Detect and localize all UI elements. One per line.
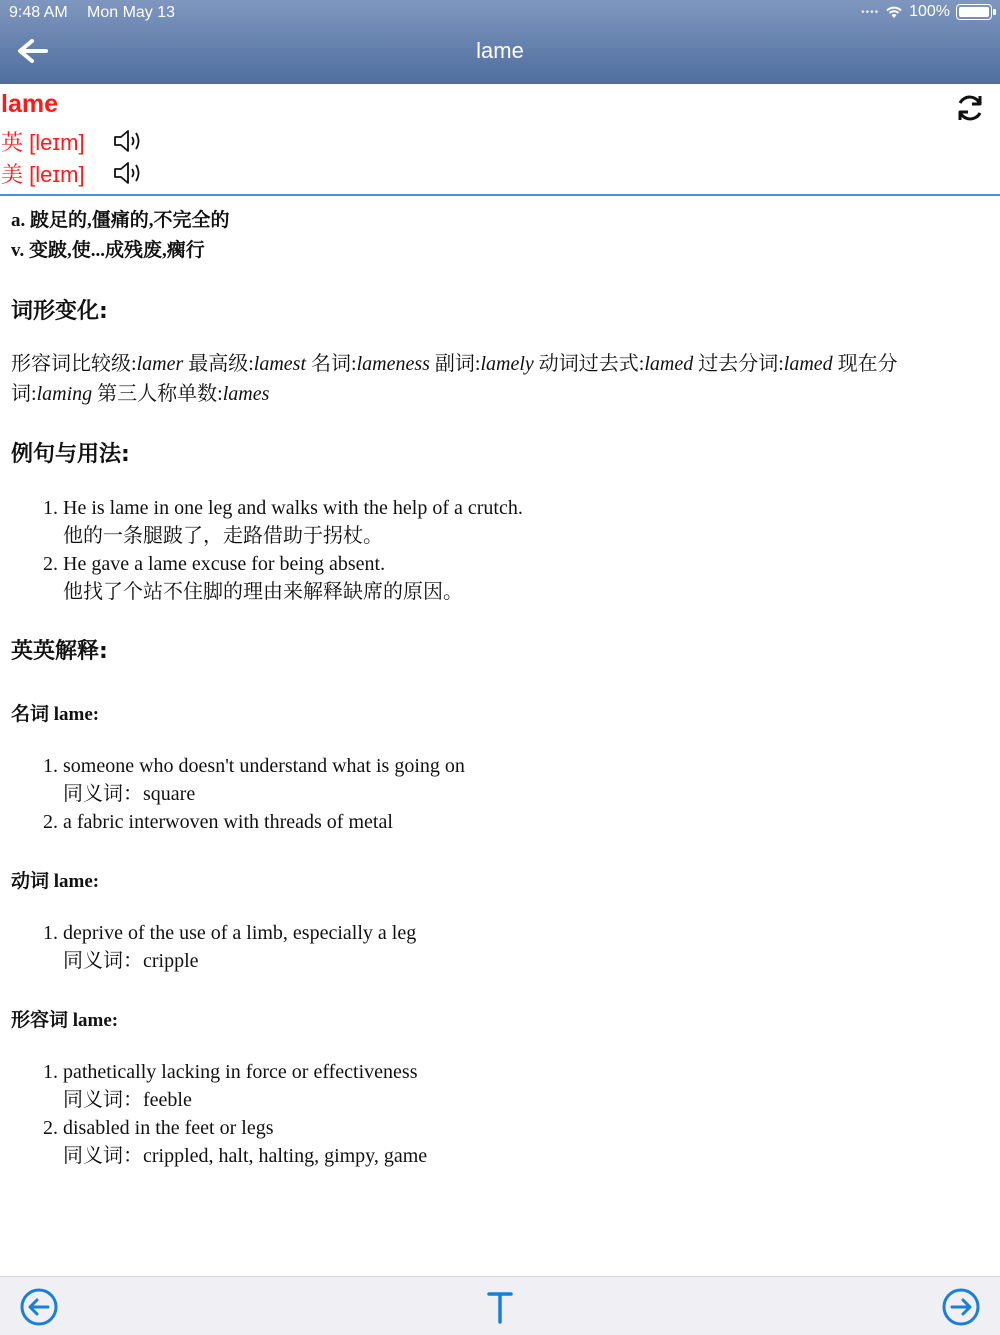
form-label: 名词: — [311, 353, 357, 375]
english-def-item — [63, 752, 971, 808]
noun-def-list — [11, 752, 971, 836]
example-zh: 他的一条腿跛了，走路借助于拐杖。 — [63, 525, 383, 547]
definition-content — [11, 206, 971, 1170]
form-value: lamely — [480, 353, 534, 375]
english-def-item — [63, 1058, 971, 1114]
page-title: lame — [476, 38, 524, 63]
form-label: 副词: — [434, 353, 481, 375]
form-label: 最高级: — [188, 353, 254, 375]
synonyms: 同义词：square — [63, 783, 196, 805]
form-label: 第三人称单数: — [97, 383, 223, 405]
form-value: lameness — [356, 353, 430, 375]
examples-heading: 例句与用法: — [11, 442, 130, 467]
status-time: 9:48 AM — [9, 4, 68, 21]
us-speaker-icon[interactable] — [112, 159, 142, 187]
refresh-icon[interactable] — [954, 92, 986, 124]
uk-speaker-icon[interactable] — [112, 127, 142, 155]
verb-def-list — [11, 919, 971, 975]
definition-line: v. 变跛,使...成残废,瘸行 — [11, 240, 205, 261]
english-def-text: deprive of the use of a limb, especially a leg — [63, 922, 417, 944]
english-def-text: someone who doesn't understand what is going on — [63, 755, 465, 777]
example-zh: 他找了个站不住脚的理由来解释缺席的原因。 — [63, 581, 463, 603]
form-value: lamer — [136, 353, 184, 375]
signal-icon: •••• — [861, 6, 880, 18]
form-label: 动词过去式: — [538, 353, 645, 375]
english-def-item — [63, 1114, 971, 1170]
form-label: 形容词比较级: — [11, 353, 137, 375]
word-forms — [11, 349, 971, 409]
synonyms: 同义词：cripple — [63, 950, 199, 972]
uk-pronunciation: 英 [leɪm] — [1, 130, 85, 155]
circle-arrow-right-icon[interactable] — [941, 1287, 981, 1327]
pos-heading-verb: 动词 lame: — [11, 871, 100, 892]
english-def-item — [63, 919, 971, 975]
circle-arrow-left-icon[interactable] — [19, 1287, 59, 1327]
example-en: He gave a lame excuse for being absent. — [63, 553, 386, 575]
bottom-toolbar — [0, 1276, 1000, 1335]
example-item — [63, 494, 971, 550]
definition-line: a. 跛足的,僵痛的,不完全的 — [11, 210, 230, 231]
navigation-header — [0, 0, 1000, 84]
english-def-text: pathetically lacking in force or effectiveness — [63, 1061, 418, 1083]
form-value: lamed — [644, 353, 694, 375]
form-value: lamed — [783, 353, 833, 375]
battery-icon — [956, 4, 992, 20]
synonyms: 同义词：crippled, halt, halting, gimpy, game — [63, 1145, 428, 1167]
form-value: lames — [222, 383, 270, 405]
form-label: 过去分词: — [698, 353, 784, 375]
english-def-text: disabled in the feet or legs — [63, 1117, 274, 1139]
form-value: laming — [36, 383, 93, 405]
headword-panel — [0, 84, 1000, 196]
status-bar — [0, 0, 1000, 26]
english-def-item — [63, 808, 971, 836]
text-size-icon[interactable] — [480, 1287, 520, 1327]
english-def-text: a fabric interwoven with threads of metal — [63, 811, 393, 833]
example-en: He is lame in one leg and walks with the help of a crutch. — [63, 497, 523, 519]
form-label: 现在分词: — [11, 353, 898, 405]
examples-list — [11, 494, 971, 606]
example-item — [63, 550, 971, 606]
status-right — [861, 3, 992, 21]
pos-heading-adjective: 形容词 lame: — [11, 1010, 119, 1031]
form-value: lamest — [253, 353, 307, 375]
headword: lame — [1, 90, 58, 118]
adjective-def-list — [11, 1058, 971, 1170]
wifi-icon — [885, 5, 903, 19]
synonyms: 同义词：feeble — [63, 1089, 192, 1111]
pos-heading-noun: 名词 lame: — [11, 704, 100, 725]
english-heading: 英英解释: — [11, 639, 108, 664]
forms-heading: 词形变化: — [11, 299, 108, 324]
battery-percent: 100% — [909, 3, 950, 20]
us-pronunciation: 美 [leɪm] — [1, 162, 85, 187]
status-date: Mon May 13 — [87, 4, 176, 21]
